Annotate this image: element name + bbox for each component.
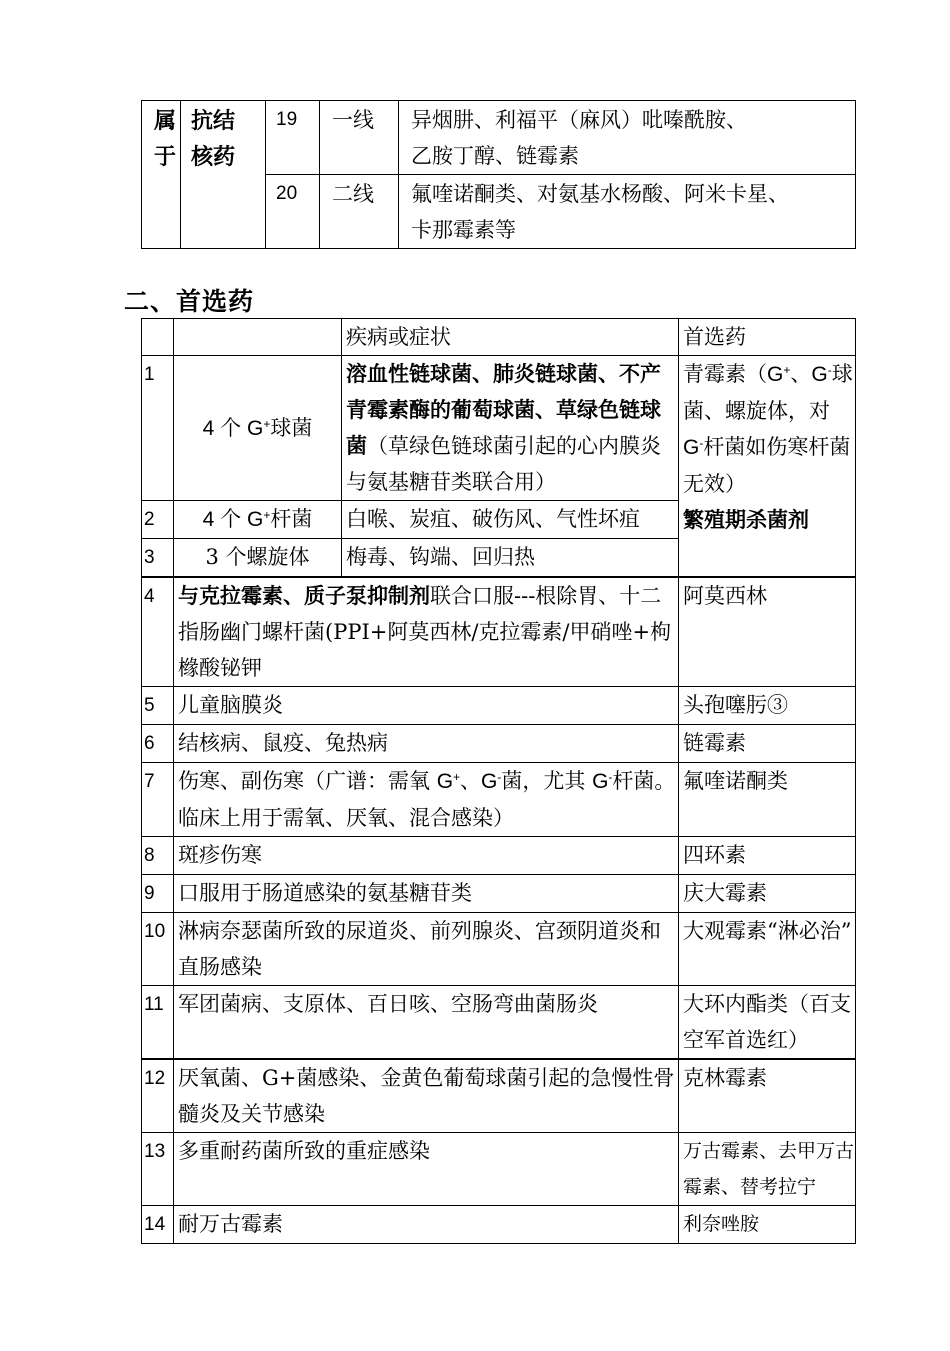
table-row: [142, 687, 856, 725]
drug-cell: 阿莫西林: [679, 577, 856, 687]
row-number: 6: [142, 725, 174, 763]
disease-cell: 儿童脑膜炎: [174, 687, 679, 725]
drug-cell: 四环素: [679, 837, 856, 875]
disease-cell: 溶血性链球菌、肺炎链球菌、不产青霉素酶的葡萄球菌、草绿色链球菌（草绿色链球菌引起的心内膜炎与氨基糖苷类联合用）: [342, 356, 679, 501]
disease-cell: 白喉、炭疽、破伤风、气性坏疽: [342, 501, 679, 539]
drug-cell: 氟喹诺酮类: [679, 763, 856, 837]
disease-cell: 耐万古霉素: [174, 1206, 679, 1244]
disease-cell: 厌氧菌、G+菌感染、金黄色葡萄球菌引起的急慢性骨髓炎及关节感染: [174, 1059, 679, 1133]
row-number: 13: [142, 1133, 174, 1206]
drug-cell: 庆大霉素: [679, 875, 856, 913]
drug-cell: 克林霉素: [679, 1059, 856, 1133]
table-row: [142, 837, 856, 875]
row-number: 2: [142, 501, 174, 539]
table-row: [142, 913, 856, 986]
table-row: [142, 356, 856, 501]
drug-list: 氟喹诺酮类、对氨基水杨酸、阿米卡星、 卡那霉素等: [399, 175, 856, 249]
row-number: 9: [142, 875, 174, 913]
header-disease: 疾病或症状: [342, 319, 679, 356]
row-number: 4: [142, 577, 174, 687]
category-belongs: 属于: [142, 101, 181, 249]
pathogen-type: 4 个 G+杆菌: [174, 501, 342, 539]
row-number: 8: [142, 837, 174, 875]
drug-cell: 大观霉素“淋必治”: [679, 913, 856, 986]
first-choice-drug-table: [141, 318, 856, 1244]
drug-cell: 大环内酯类（百支空军首选红）: [679, 986, 856, 1060]
table-row: [142, 1206, 856, 1244]
header-col1: [174, 319, 342, 356]
disease-cell: 军团菌病、支原体、百日咳、空肠弯曲菌肠炎: [174, 986, 679, 1060]
disease-cell: 与克拉霉素、质子泵抑制剂联合口服---根除胃、十二指肠幽门螺杆菌(PPI+阿莫西林/克拉霉素/甲硝唑+枸橼酸铋钾: [174, 577, 679, 687]
row-number: 7: [142, 763, 174, 837]
drug-cell: 头孢噻肟③: [679, 687, 856, 725]
drug-list: 异烟肼、利福平（麻风）吡嗪酰胺、 乙胺丁醇、链霉素: [399, 101, 856, 175]
disease-cell: 多重耐药菌所致的重症感染: [174, 1133, 679, 1206]
disease-cell: 淋病奈瑟菌所致的尿道炎、前列腺炎、宫颈阴道炎和直肠感染: [174, 913, 679, 986]
table-row: [142, 986, 856, 1060]
row-number: 14: [142, 1206, 174, 1244]
disease-cell: 梅毒、钩端、回归热: [342, 539, 679, 578]
row-number: 5: [142, 687, 174, 725]
table-row: [142, 1059, 856, 1133]
section-heading: 二、首选药: [124, 287, 255, 316]
table-row: [142, 725, 856, 763]
row-number: 19: [266, 101, 320, 175]
table-row: [142, 1133, 856, 1206]
line-type: 一线: [320, 101, 399, 175]
header-row: [142, 319, 856, 356]
table-row: [142, 577, 856, 687]
disease-cell: 口服用于肠道感染的氨基糖苷类: [174, 875, 679, 913]
drug-cell-penicillin: 青霉素（G+、G-球菌、螺旋体，对 G-杆菌如伤寒杆菌无效） 繁殖期杀菌剂: [679, 356, 856, 578]
disease-cell: 结核病、鼠疫、兔热病: [174, 725, 679, 763]
header-num: [142, 319, 174, 356]
anti-tb-table: [141, 100, 856, 249]
row-number: 12: [142, 1059, 174, 1133]
row-number: 1: [142, 356, 174, 501]
table-row: [142, 763, 856, 837]
drug-cell: 链霉素: [679, 725, 856, 763]
disease-cell: 斑疹伤寒: [174, 837, 679, 875]
drug-cell: 利奈唑胺: [679, 1206, 856, 1244]
header-drug: 首选药: [679, 319, 856, 356]
row-number: 10: [142, 913, 174, 986]
table-row: [142, 875, 856, 913]
row-number: 20: [266, 175, 320, 249]
row-number: 3: [142, 539, 174, 578]
category-anti-tb: 抗结核药: [181, 101, 266, 249]
row-number: 11: [142, 986, 174, 1060]
line-type: 二线: [320, 175, 399, 249]
drug-cell: 万古霉素、去甲万古霉素、替考拉宁: [679, 1133, 856, 1206]
disease-cell: 伤寒、副伤寒（广谱：需氧 G+、G-菌，尤其 G-杆菌。临床上用于需氧、厌氧、混合感染）: [174, 763, 679, 837]
pathogen-type: 4 个 G+球菌: [174, 356, 342, 501]
pathogen-type: 3 个螺旋体: [174, 539, 342, 578]
